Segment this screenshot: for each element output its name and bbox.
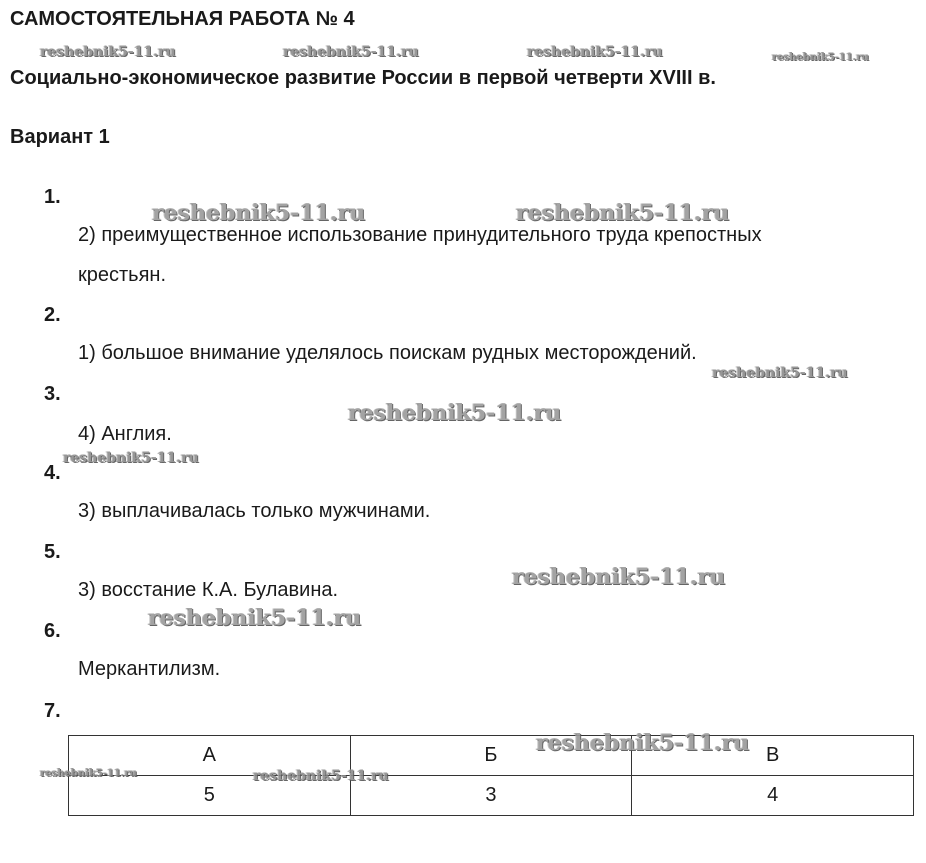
answer-1-line-2: крестьян. (78, 264, 167, 286)
watermark: reshebnik5-11.ru (527, 44, 663, 60)
table-header-cell: В (632, 736, 914, 776)
watermark: reshebnik5-11.ru (283, 44, 419, 60)
page-subtitle: Социально-экономическое развитие России в первой четверти XVIII в. (10, 67, 716, 89)
variant-heading: Вариант 1 (10, 126, 110, 148)
question-number-2: 2. (44, 304, 61, 326)
watermark: reshebnik5-11.ru (148, 605, 362, 631)
watermark: reshebnik5-11.ru (516, 200, 730, 226)
watermark: reshebnik5-11.ru (40, 768, 137, 779)
answer-6: Меркантилизм. (78, 658, 221, 680)
watermark: reshebnik5-11.ru (512, 564, 726, 590)
answer-3: 4) Англия. (78, 423, 172, 445)
watermark: reshebnik5-11.ru (348, 400, 562, 426)
table-header-cell: Б (350, 736, 632, 776)
table-row (69, 776, 914, 816)
answer-1-line-1: 2) преимущественное использование принудительного труда крепостных (78, 224, 762, 246)
watermark: reshebnik5-11.ru (536, 730, 750, 756)
watermark: reshebnik5-11.ru (712, 365, 848, 381)
table-header-cell: А (69, 736, 351, 776)
answer-table (68, 735, 914, 816)
table-cell: 5 (69, 776, 351, 816)
question-number-7: 7. (44, 700, 61, 722)
answer-5: 3) восстание К.А. Булавина. (78, 579, 339, 601)
table-cell: 3 (350, 776, 632, 816)
question-number-3: 3. (44, 383, 61, 405)
table-header-row (69, 736, 914, 776)
watermark: reshebnik5-11.ru (63, 450, 199, 466)
table-cell: 4 (632, 776, 914, 816)
question-number-4: 4. (44, 462, 61, 484)
watermark: reshebnik5-11.ru (40, 44, 176, 60)
watermark: reshebnik5-11.ru (152, 200, 366, 226)
question-number-6: 6. (44, 620, 61, 642)
page-title: САМОСТОЯТЕЛЬНАЯ РАБОТА № 4 (10, 8, 355, 30)
watermark: reshebnik5-11.ru (253, 768, 389, 784)
question-number-1: 1. (44, 186, 61, 208)
question-number-5: 5. (44, 541, 61, 563)
answer-4: 3) выплачивалась только мужчинами. (78, 500, 431, 522)
watermark: reshebnik5-11.ru (772, 52, 869, 63)
answer-2: 1) большое внимание уделялось поискам рудных месторождений. (78, 342, 697, 364)
